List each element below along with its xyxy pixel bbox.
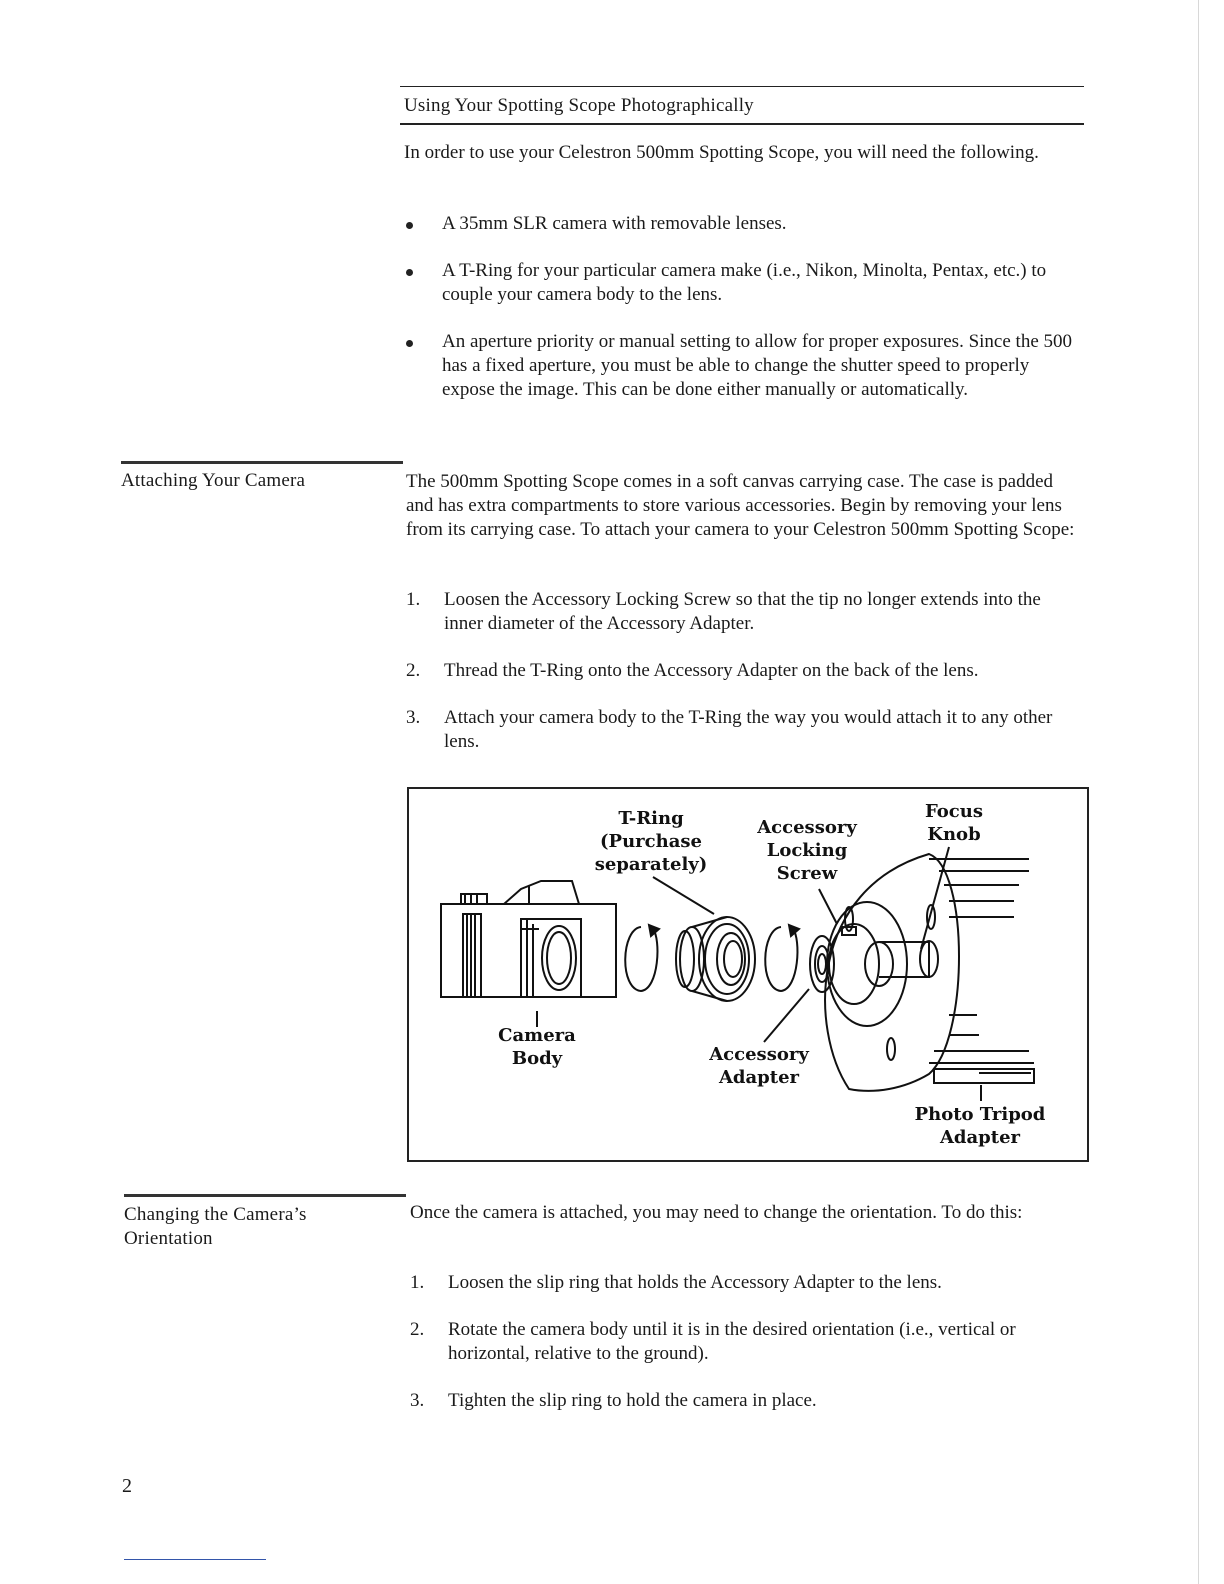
locking-screw-leader (819, 889, 837, 924)
footer-line (124, 1559, 266, 1560)
lens-adapter-drawing (810, 854, 1034, 1091)
accessory-adapter-leader (764, 989, 809, 1042)
scan-margin-line (1198, 0, 1199, 1584)
camera-attachment-diagram (407, 787, 1089, 1162)
camera-body-drawing (441, 881, 616, 997)
section3-title: Changing the Camera’s Orientation (124, 1204, 307, 1249)
bullet-icon (406, 222, 413, 229)
focus-knob-leader (921, 847, 949, 949)
section1-top-rule (400, 86, 1084, 87)
list-item: 3. Attach your camera body to the T-Ring the way you would attach it to any other lens. (406, 707, 1053, 752)
label-camera-body: Camera Body (498, 1025, 576, 1069)
list-item: 3. Tighten the slip ring to hold the camera in place. (410, 1390, 817, 1411)
orientation-steps-list (410, 1271, 1086, 1436)
list-item: 1. Loosen the Accessory Locking Screw so that the tip no longer extends into the inner diameter of the Accessory Adapter. (406, 589, 1041, 634)
requirements-list (404, 212, 1084, 425)
label-t-ring: T-Ring (Purchase separately) (594, 808, 708, 875)
section3-intro: Once the camera is attached, you may need to change the orientation. To do this: (410, 1202, 1023, 1223)
list-item: 1. Loosen the slip ring that holds the Accessory Adapter to the lens. (410, 1272, 942, 1293)
section1-title: Using Your Spotting Scope Photographically (404, 95, 754, 116)
list-item: 2. Rotate the camera body until it is in the desired orientation (i.e., vertical or horizontal, relative to the ground). (410, 1319, 1016, 1364)
t-ring-drawing (676, 917, 755, 1001)
attach-steps-list (406, 588, 1084, 777)
label-photo-tripod-adapter: Photo Tripod Adapter (914, 1104, 1046, 1148)
t-ring-leader (653, 877, 714, 914)
bullet-icon (406, 269, 413, 276)
label-accessory-adapter: Accessory Adapter (709, 1044, 809, 1088)
bullet-icon (406, 340, 413, 347)
section2-intro: The 500mm Spotting Scope comes in a soft canvas carrying case. The case is padded and has extra compartments to store various accessories. Begin by removing your lens from its carrying case. To attach your camera to your Celestron 500mm Spotting Scope: (406, 471, 1075, 540)
section2-sidebar-rule (121, 461, 403, 464)
label-focus-knob: Focus Knob (925, 801, 983, 845)
list-item: A T-Ring for your particular camera make (i.e., Nikon, Minolta, Pentax, etc.) to couple your camera body to the lens. (404, 259, 1084, 307)
list-item: 2. Thread the T-Ring onto the Accessory Adapter on the back of the lens. (406, 660, 979, 681)
section3-sidebar-rule (124, 1194, 406, 1197)
section1-bottom-rule (400, 123, 1084, 125)
label-accessory-locking-screw: Accessory Locking Screw (757, 817, 857, 884)
page-number: 2 (122, 1475, 132, 1497)
list-item: A 35mm SLR camera with removable lenses. (404, 212, 1084, 236)
section2-title: Attaching Your Camera (121, 470, 306, 491)
list-item: An aperture priority or manual setting to allow for proper exposures. Since the 500 has a fixed aperture, you must be able to change the shutter speed to properly expose the image. This can be done either manually or automatically. (404, 330, 1084, 402)
section1-intro: In order to use your Celestron 500mm Spotting Scope, you will need the following. (404, 142, 1039, 163)
